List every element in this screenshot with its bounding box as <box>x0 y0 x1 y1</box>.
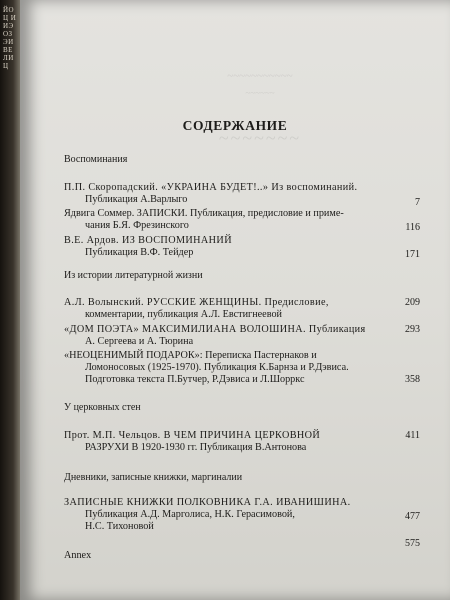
page-number: 116 <box>405 222 420 233</box>
page-number: 7 <box>415 197 420 208</box>
entry-line: чания Б.Я. Фрезинского <box>85 220 189 232</box>
entry-line: РАЗРУХИ В 1920-1930 гг. Публикация В.Антонова <box>85 442 307 454</box>
bleed-through-text: ~~~~~~ <box>245 88 275 98</box>
toc-title: СОДЕРЖАНИЕ <box>182 118 288 133</box>
entry-line: Публикация А.Д. Марголиса, Н.К. Герасимовой, <box>85 509 295 521</box>
section-heading: У церковных стен <box>64 402 141 413</box>
book-page <box>20 0 450 600</box>
entry-line: Н.С. Тихоновой <box>85 521 154 533</box>
bleed-through-text: ~~~~~~~~~~~ <box>227 70 293 82</box>
section-heading: Дневники, записные книжки, маргиналии <box>64 472 243 483</box>
page-number: 358 <box>405 374 420 385</box>
toc-entry[interactable] <box>64 235 440 259</box>
page-number: 477 <box>405 511 420 522</box>
page-number: 171 <box>405 249 420 260</box>
page-number: 411 <box>405 430 420 441</box>
entry-line: П.П. Скоропадский. «УКРАИНА БУДЕТ!..» Из воспоминаний. <box>64 182 358 193</box>
entry-line: комментарии, публикация А.Л. Евстигнеевой <box>85 309 282 321</box>
toc-entry[interactable] <box>64 208 440 232</box>
page-number: 209 <box>405 297 420 308</box>
toc-entry[interactable] <box>64 297 440 321</box>
entry-line: Annex <box>64 550 92 561</box>
toc-entry[interactable] <box>64 350 440 387</box>
toc-entry-annex[interactable] <box>64 550 440 562</box>
book-spine <box>0 0 22 600</box>
entry-line: Прот. М.П. Чельцов. В ЧЕМ ПРИЧИНА ЦЕРКОВНОЙ <box>64 430 321 441</box>
entry-line: Ядвига Соммер. ЗАПИСКИ. Публикация, предисловие и приме- <box>64 208 344 219</box>
entry-line: В.Е. Ардов. ИЗ ВОСПОМИНАНИЙ <box>64 235 232 246</box>
section-heading: Воспоминания <box>64 154 128 165</box>
entry-line: А. Сергеева и А. Тюрина <box>85 336 194 348</box>
entry-line: Публикация А.Варлыго <box>85 194 188 206</box>
entry-line: «НЕОЦЕНИМЫЙ ПОДАРОК»: Переписка Пастернаков и <box>64 350 317 361</box>
page-number: 575 <box>405 538 420 549</box>
entry-line: Ломоносовых (1925-1970). Публикация К.Барнза и Р.Дэвиса. <box>85 362 349 374</box>
entry-line: Публикация В.Ф. Тейдер <box>85 247 194 259</box>
entry-line: Подготовка текста П.Бутчер, Р.Дэвиса и Л.Шорркс <box>85 374 305 386</box>
entry-line: «ДОМ ПОЭТА» МАКСИМИЛИАНА ВОЛОШИНА. Публикация <box>64 324 366 335</box>
entry-line: А.Л. Волынский. РУССКИЕ ЖЕНЩИНЫ. Предисловие, <box>64 297 329 308</box>
toc-entry[interactable] <box>64 430 440 454</box>
bleed-through-text: ~~~~~~~ <box>218 128 302 148</box>
page-number: 293 <box>405 324 420 335</box>
entry-line: ЗАПИСНЫЕ КНИЖКИ ПОЛКОВНИКА Г.А. ИВАНИШИНА. <box>64 497 351 508</box>
toc-entry[interactable] <box>64 324 440 348</box>
toc-entry[interactable] <box>64 497 440 534</box>
toc-entry[interactable] <box>64 182 440 206</box>
section-heading: Из истории литературной жизни <box>64 270 203 281</box>
spine-lettering: ЙОЦ ИИЭОЗЭИ ВЕЛИЦ <box>3 6 17 70</box>
